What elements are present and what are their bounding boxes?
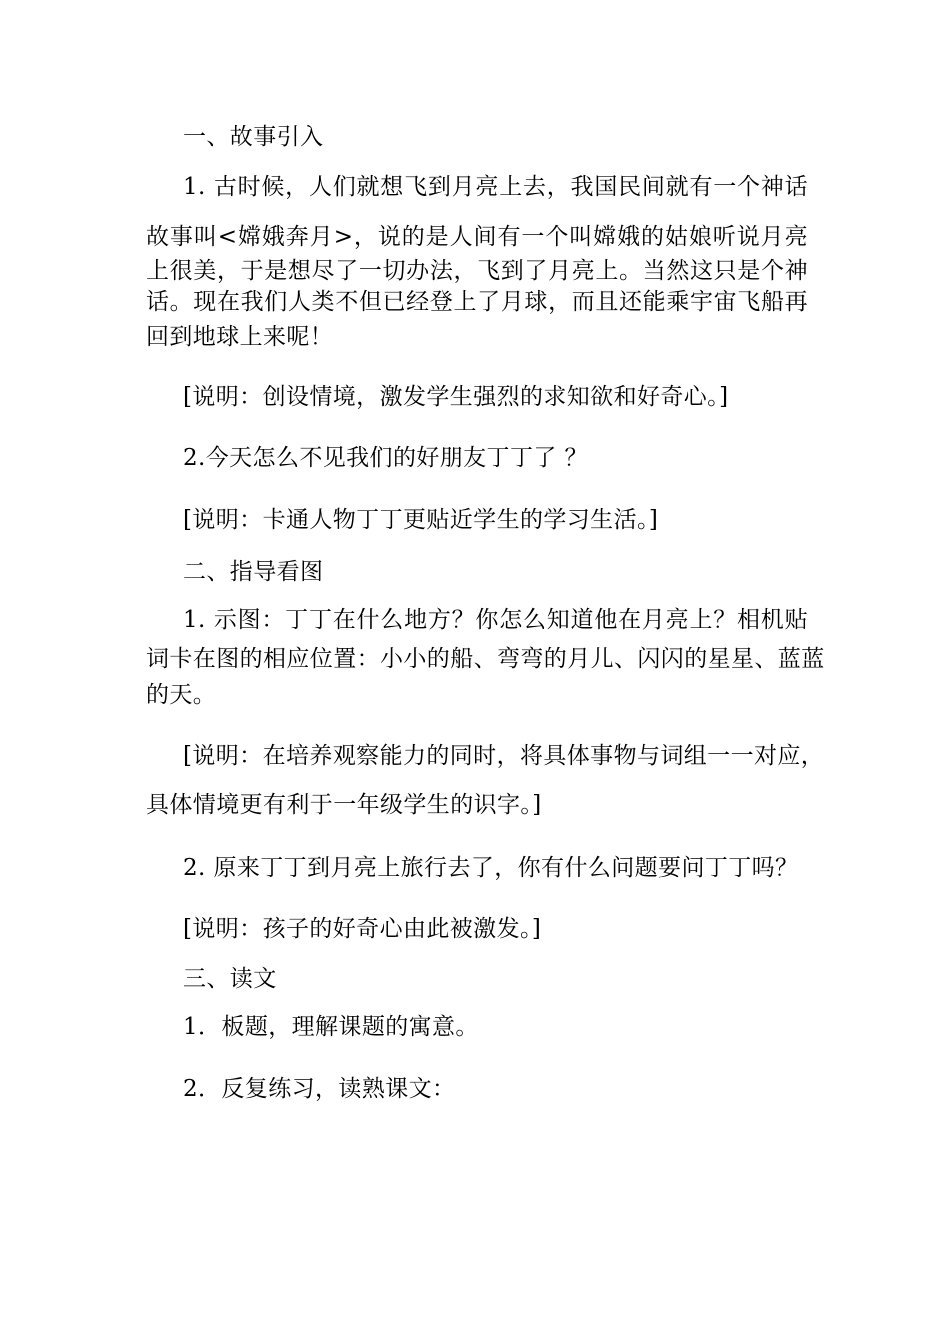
paragraph-line: 1. 古时候，人们就想飞到月亮上去，我国民间就有一个神话 bbox=[183, 174, 808, 200]
note-line: [说明：卡通人物丁丁更贴近学生的学习生活。] bbox=[183, 507, 659, 533]
section-heading: 一、故事引入 bbox=[183, 124, 324, 150]
note-line: [说明：创设情境，激发学生强烈的求知欲和好奇心。] bbox=[183, 384, 729, 410]
note-line: [说明：孩子的好奇心由此被激发。] bbox=[183, 916, 542, 942]
paragraph-line: 1. 示图：丁丁在什么地方？你怎么知道他在月亮上？相机贴 bbox=[183, 607, 808, 633]
paragraph-line: 词卡在图的相应位置：小小的船、弯弯的月儿、闪闪的星星、蓝蓝 bbox=[146, 646, 825, 672]
paragraph-line: 话。现在我们人类不但已经登上了月球，而且还能乘宇宙飞船再 bbox=[146, 289, 808, 315]
paragraph-line: 回到地球上来呢！ bbox=[146, 324, 334, 350]
paragraph-line: 1．板题，理解课题的寓意。 bbox=[183, 1014, 479, 1040]
note-line: [说明：在培养观察能力的同时，将具体事物与词组一一对应， bbox=[183, 743, 825, 769]
paragraph-line: 故事叫<嫦娥奔月>，说的是人间有一个叫嫦娥的姑娘听说月亮 bbox=[146, 224, 808, 250]
note-line: 具体情境更有利于一年级学生的识字。] bbox=[146, 792, 542, 818]
section-heading: 二、指导看图 bbox=[183, 559, 324, 585]
paragraph-line: 2．反复练习，读熟课文： bbox=[183, 1076, 456, 1102]
paragraph-line: 2. 原来丁丁到月亮上旅行去了，你有什么问题要问丁丁吗？ bbox=[183, 855, 799, 881]
paragraph-line: 上很美，于是想尽了一切办法，飞到了月亮上。当然这只是个神 bbox=[146, 258, 808, 284]
paragraph-line: 2.今天怎么不见我们的好朋友丁丁了 ？ bbox=[183, 445, 588, 471]
section-heading: 三、读文 bbox=[183, 966, 277, 992]
paragraph-line: 的天。 bbox=[146, 682, 217, 708]
